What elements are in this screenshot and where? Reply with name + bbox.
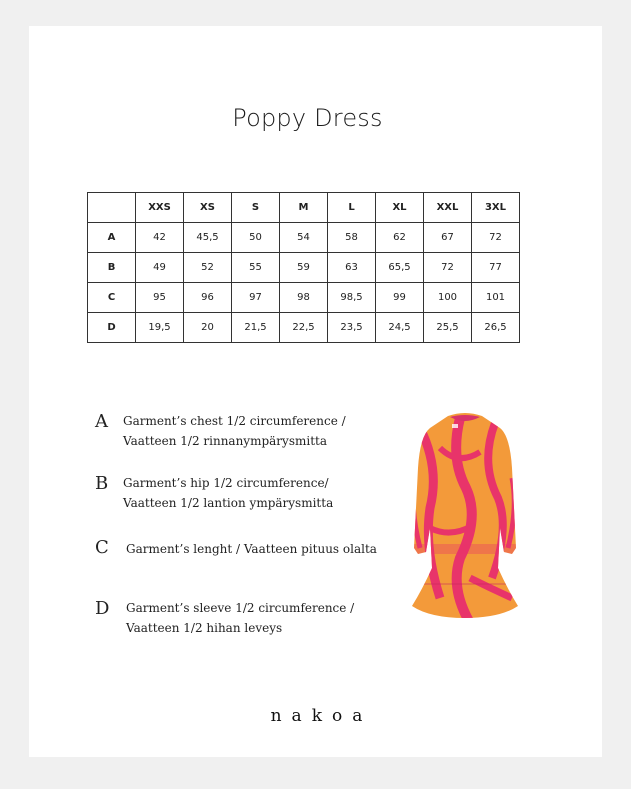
size-table <box>87 192 520 343</box>
legend-letter: A <box>95 411 108 432</box>
legend-line-en: Garment’s sleeve 1/2 circumference / <box>126 601 355 615</box>
table-cell: 49 <box>136 253 184 283</box>
table-row-label: D <box>88 313 136 343</box>
table-header-cell: L <box>328 193 376 223</box>
legend-letter: B <box>95 473 109 494</box>
table-header-cell: XXS <box>136 193 184 223</box>
legend-line-fi: Vaatteen 1/2 hihan leveys <box>126 621 283 635</box>
table-cell: 95 <box>136 283 184 313</box>
table-header-cell: S <box>232 193 280 223</box>
legend-line-en: Garment’s hip 1/2 circumference/ <box>123 476 329 490</box>
legend-line-fi: Vaatteen 1/2 lantion ympärysmitta <box>123 496 334 510</box>
table-cell: 98,5 <box>328 283 376 313</box>
page-title: Poppy Dress <box>232 104 383 132</box>
table-cell: 23,5 <box>328 313 376 343</box>
table-cell: 19,5 <box>136 313 184 343</box>
table-header-cell: M <box>280 193 328 223</box>
table-header-cell: XXL <box>424 193 472 223</box>
table-header-row <box>88 193 520 223</box>
table-header-cell: XS <box>184 193 232 223</box>
table-cell: 55 <box>232 253 280 283</box>
table-cell: 24,5 <box>376 313 424 343</box>
table-cell: 20 <box>184 313 232 343</box>
table-cell: 65,5 <box>376 253 424 283</box>
table-cell: 62 <box>376 223 424 253</box>
table-row-label: B <box>88 253 136 283</box>
table-cell: 42 <box>136 223 184 253</box>
legend-text <box>123 473 423 513</box>
table-cell: 67 <box>424 223 472 253</box>
table-cell: 21,5 <box>232 313 280 343</box>
table-cell: 54 <box>280 223 328 253</box>
table-cell: 45,5 <box>184 223 232 253</box>
table-cell: 22,5 <box>280 313 328 343</box>
table-cell: 26,5 <box>472 313 520 343</box>
table-cell: 97 <box>232 283 280 313</box>
legend-text <box>123 411 423 451</box>
table-corner-cell <box>88 193 136 223</box>
table-cell: 72 <box>424 253 472 283</box>
table-row <box>88 223 520 253</box>
table-cell: 25,5 <box>424 313 472 343</box>
table-cell: 77 <box>472 253 520 283</box>
table-row <box>88 253 520 283</box>
table-cell: 52 <box>184 253 232 283</box>
table-header-cell: 3XL <box>472 193 520 223</box>
dress-product-image <box>400 408 530 628</box>
legend-line-en: Garment’s chest 1/2 circumference / <box>123 414 346 428</box>
table-cell: 63 <box>328 253 376 283</box>
table-header-cell: XL <box>376 193 424 223</box>
table-cell: 101 <box>472 283 520 313</box>
legend-text <box>126 598 426 638</box>
table-cell: 99 <box>376 283 424 313</box>
size-guide-card <box>29 26 602 757</box>
legend-text <box>126 539 426 559</box>
table-cell: 98 <box>280 283 328 313</box>
legend-letter: D <box>95 598 110 619</box>
legend-line-en: Garment’s lenght / Vaatteen pituus olalta <box>126 542 377 556</box>
table-cell: 50 <box>232 223 280 253</box>
table-row-label: A <box>88 223 136 253</box>
table-cell: 96 <box>184 283 232 313</box>
table-cell: 58 <box>328 223 376 253</box>
brand-logo: nakoa <box>270 706 373 726</box>
table-row-label: C <box>88 283 136 313</box>
legend-letter: C <box>95 537 109 558</box>
table-row <box>88 313 520 343</box>
table-row <box>88 283 520 313</box>
table-cell: 100 <box>424 283 472 313</box>
legend-line-fi: Vaatteen 1/2 rinnanympärysmitta <box>123 434 327 448</box>
table-cell: 59 <box>280 253 328 283</box>
table-cell: 72 <box>472 223 520 253</box>
